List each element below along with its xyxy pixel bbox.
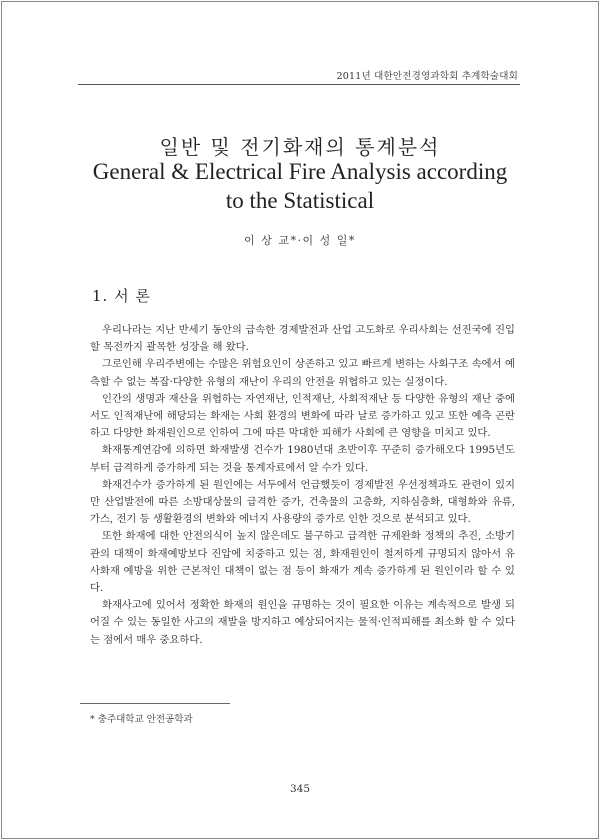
paragraph: 화재통계연감에 의하면 화재발생 건수가 1980년대 초반이후 꾸준히 증가해오다 1995년도부터 급격하게 증가하게 되는 것을 통계자료에서 알 수가 있다.	[90, 444, 515, 474]
paragraph: 화재사고에 있어서 정확한 화재의 원인을 규명하는 것이 필요한 이유는 계속적으로 발생 되어질 수 있는 동일한 사고의 재발을 방지하고 예상되어지는 물적·인적피해를 최소화 할 수 있다는 점에서 매우 중요하다.	[90, 599, 515, 646]
paragraph: 화재건수가 증가하게 된 원인에는 서두에서 언급했듯이 경제발전 우선정책과도 관련이 있지만 산업발전에 따른 소방대상물의 급격한 증가, 건축물의 고층화, 지하심층화, 대형화와 유류, 가스, 전기 등 생활환경의 변화와 에너지 사용량의 증가로 인한 것으로 분석되고 있다.	[90, 478, 515, 526]
paragraph: 인간의 생명과 재산을 위협하는 자연재난, 인적재난, 사회적재난 등 다양한 유형의 재난 중에서도 인적재난에 해당되는 화재는 사회 환경의 변화에 따라 날로 증가하고 있고 또한 예측 곤란하고 다양한 화재원인으로 인하여 그에 따른 막대한 피해가 사회에 큰 영향을 미치고 있다.	[90, 392, 515, 440]
section-heading: 1. 서 론	[92, 287, 151, 305]
paragraph: 우리나라는 지난 반세기 동안의 급속한 경제발전과 산업 고도화로 우리사회는 선진국에 진입할 목전까지 괄목한 성장을 해 왔다.	[90, 324, 515, 354]
title-english-line-2: to the Statistical	[225, 188, 375, 213]
title-korean: 일반 및 전기화재의 통계분석	[159, 135, 441, 159]
header-rule	[78, 84, 520, 85]
title-english-line-1: General & Electrical Fire Analysis according	[92, 159, 508, 184]
paragraph: 또한 화재에 대한 안전의식이 높지 않은데도 불구하고 급격한 규제완화 정책의 추진, 소방기관의 대책이 화재예방보다 진압에 치중하고 있는 점, 화재원인이 철저하게 규명되지 않아서 유사화재 예방을 위한 근본적인 대책이 없는 점 등이 화재가 계속 증가하게 된 원인이라 할 수 있다.	[90, 530, 515, 595]
footnote-rule	[80, 703, 230, 704]
authors: 이 상 교*·이 성 일*	[244, 234, 356, 247]
page-number: 345	[289, 783, 311, 795]
title-english	[60, 157, 540, 215]
body-text	[90, 322, 515, 649]
paragraph: 그로인해 우리주변에는 수많은 위험요인이 상존하고 있고 빠르게 변하는 사회구조 속에서 예측할 수 없는 복잡·다양한 유형의 재난이 우리의 안전을 위협하고 있는 실정이다.	[90, 358, 515, 388]
footnote: * 충주대학교 안전공학과	[90, 714, 193, 725]
running-header: 2011년 대한안전경영과학회 추계학술대회	[336, 71, 518, 82]
